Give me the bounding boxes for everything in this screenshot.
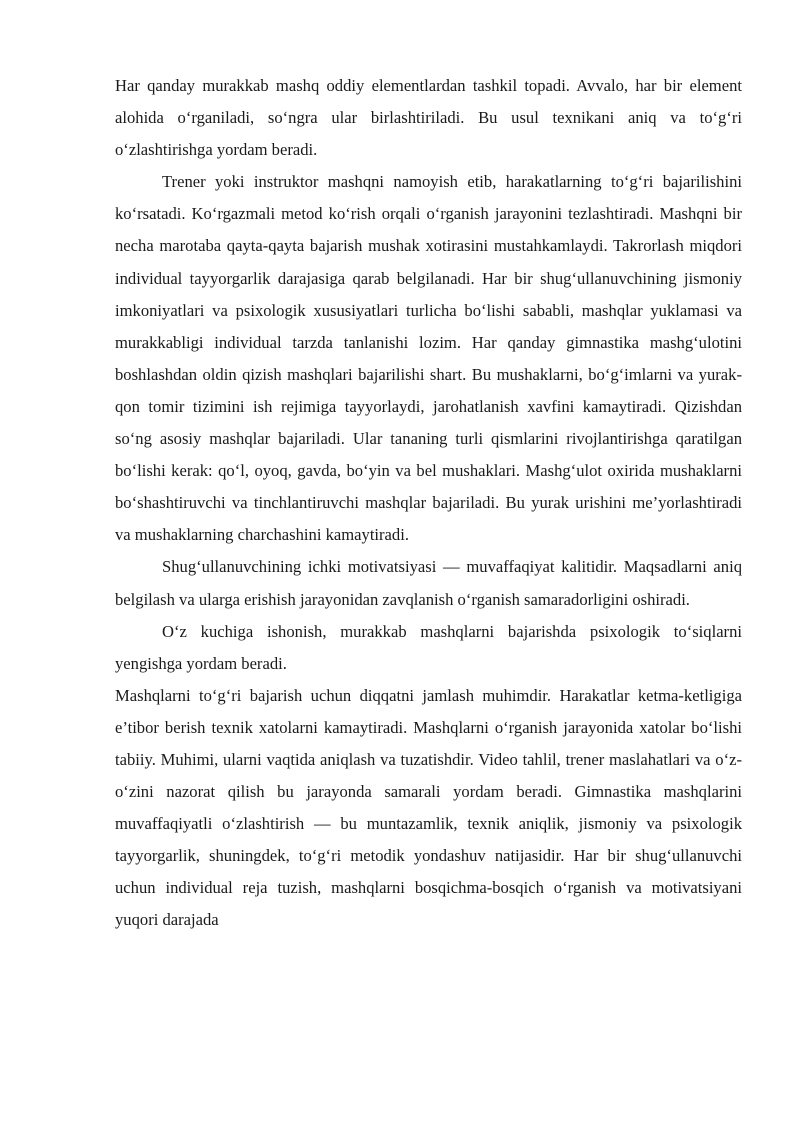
paragraph-trainer-demonstration: Trener yoki instruktor mashqni namoyish etib, harakatlarning to‘g‘ri bajarilishini ko‘rsatadi. Ko‘rgazmali metod ko‘rish orqali o‘rganish jarayonini tezlashtiradi. Mashqni bir necha marotaba qayta-qayta bajarish mushak xotirasini mustahkamlaydi. Takrorlash miqdori individual tayyorgarlik darajasiga qarab belgilanadi. Har bir shug‘ullanuvchining jismoniy imkoniyatlari va psixologik xususiyatlari turlicha bo‘lishi sababli, mashqlar yuklamasi va murakkabligi individual tarzda tanlanishi lozim. Har qanday gimnastika mashg‘ulotini boshlashdan oldin qizish mashqlari bajarilishi shart. Bu mushaklarni, bo‘g‘imlarni va yurak-qon tomir tizimini ish rejimiga tayyorlaydi, jarohatlanish xavfini kamaytiradi. Qizishdan so‘ng asosiy mashqlar bajariladi. Ular tananing turli qismlarini rivojlantirishga qaratilgan bo‘lishi kerak: qo‘l, oyoq, gavda, bo‘yin va bel mushaklari. Mashg‘ulot oxirida mushaklarni bo‘shashtiruvchi va tinchlantiruvchi mashqlar bajariladi. Bu yurak urishini me’yorlashtiradi va mushaklarning charchashini kamaytiradi.: [115, 172, 742, 545]
paragraph-motivation: Shug‘ullanuvchining ichki motivatsiyasi — muvaffaqiyat kalitidir. Maqsadlarni aniq belgilash va ularga erishish jarayonidan zavqlanish o‘rganish samaradorligini oshiradi.: [115, 557, 742, 609]
document-page: [115, 70, 742, 937]
paragraph-concentration: Mashqlarni to‘g‘ri bajarish uchun diqqatni jamlash muhimdir. Harakatlar ketma-ketligiga e’tibor berish texnik xatolarni kamaytiradi. Mashqlarni o‘rganish jarayonida xatolar bo‘lishi tabiiy. Muhimi, ularni vaqtida aniqlash va tuzatishdir. Video tahlil, trener maslahatlari va o‘z-o‘zini nazorat qilish bu jarayonda samarali yordam beradi. Gimnastika mashqlarini muvaffaqiyatli o‘zlashtirish — bu muntazamlik, texnik aniqlik, jismoniy va psixologik tayyorgarlik, shuningdek, to‘g‘ri metodik yondashuv natijasidir. Har bir shug‘ullanuvchi uchun individual reja tuzish, mashqlarni bosqichma-bosqich o‘rganish va motivatsiyani yuqori darajada: [115, 685, 742, 930]
paragraph-self-confidence: O‘z kuchiga ishonish, murakkab mashqlarni bajarishda psixologik to‘siqlarni yengishga yordam beradi.: [115, 621, 742, 673]
paragraph-composite-exercise: Har qanday murakkab mashq oddiy elementlardan tashkil topadi. Avvalo, har bir element alohida o‘rganiladi, so‘ngra ular birlashtiriladi. Bu usul texnikani aniq va to‘g‘ri o‘zlashtirishga yordam beradi.: [115, 76, 742, 160]
